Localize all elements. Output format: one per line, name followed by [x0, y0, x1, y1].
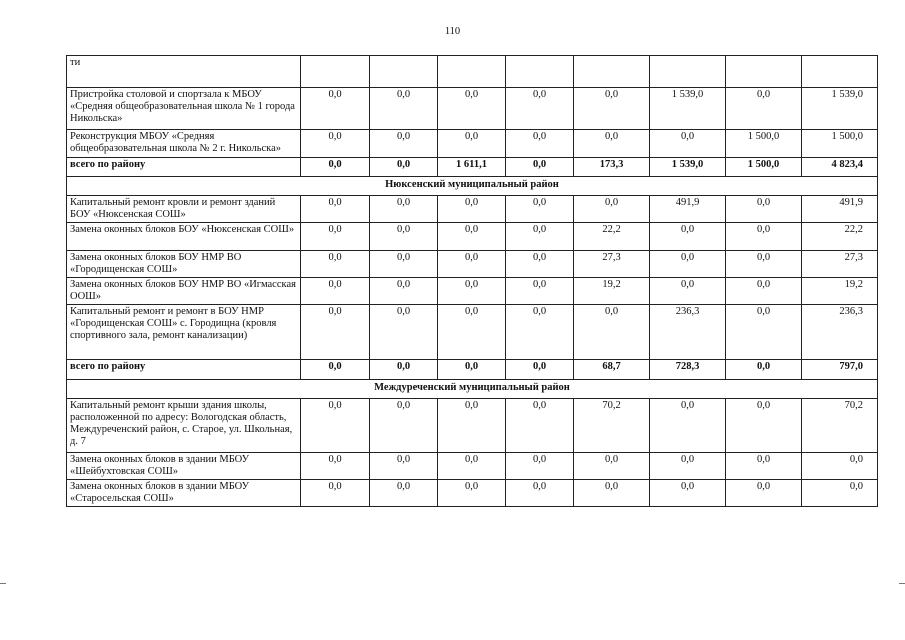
value-cell: 0,0 — [301, 251, 370, 278]
value-cell: 0,0 — [574, 130, 650, 158]
value-cell: 0,0 — [370, 88, 438, 130]
page-edge-mark-right — [899, 583, 905, 584]
page-edge-mark-left — [0, 583, 6, 584]
value-cell: 728,3 — [650, 360, 726, 380]
table-row — [67, 453, 878, 480]
value-cell — [506, 56, 574, 88]
value-cell: 1 539,0 — [802, 88, 878, 130]
table-row — [67, 480, 878, 507]
value-cell: 173,3 — [574, 158, 650, 177]
value-cell: 0,0 — [726, 88, 802, 130]
row-name: Замена оконных блоков БОУ «Нюксенская СОШ» — [67, 223, 301, 251]
table-row — [67, 399, 878, 453]
value-cell: 0,0 — [726, 278, 802, 305]
row-name: Замена оконных блоков БОУ НМР ВО «Городищенская СОШ» — [67, 251, 301, 278]
value-cell: 0,0 — [726, 196, 802, 223]
value-cell: 0,0 — [301, 88, 370, 130]
value-cell: 0,0 — [506, 278, 574, 305]
value-cell: 19,2 — [802, 278, 878, 305]
value-cell: 0,0 — [574, 453, 650, 480]
value-cell: 0,0 — [726, 223, 802, 251]
value-cell: 0,0 — [506, 158, 574, 177]
section-title: Нюксенский муниципальный район — [67, 177, 878, 196]
value-cell — [650, 56, 726, 88]
value-cell: 68,7 — [574, 360, 650, 380]
value-cell: 0,0 — [438, 251, 506, 278]
value-cell: 0,0 — [370, 399, 438, 453]
value-cell: 0,0 — [506, 360, 574, 380]
value-cell: 4 823,4 — [802, 158, 878, 177]
value-cell: 19,2 — [574, 278, 650, 305]
value-cell: 236,3 — [802, 305, 878, 360]
value-cell: 0,0 — [506, 196, 574, 223]
table-row — [67, 223, 878, 251]
value-cell: 1 500,0 — [726, 130, 802, 158]
value-cell: 0,0 — [574, 305, 650, 360]
total-row — [67, 158, 878, 177]
value-cell: 491,9 — [650, 196, 726, 223]
value-cell — [438, 56, 506, 88]
value-cell: 0,0 — [650, 480, 726, 507]
value-cell: 0,0 — [438, 480, 506, 507]
value-cell: 0,0 — [438, 88, 506, 130]
value-cell: 0,0 — [506, 399, 574, 453]
row-name: всего по району — [67, 158, 301, 177]
value-cell: 0,0 — [370, 196, 438, 223]
value-cell: 0,0 — [506, 305, 574, 360]
table-row — [67, 196, 878, 223]
value-cell: 0,0 — [370, 251, 438, 278]
page-number: 110 — [444, 26, 461, 37]
value-cell: 1 539,0 — [650, 158, 726, 177]
value-cell — [574, 56, 650, 88]
budget-table — [66, 55, 878, 507]
value-cell: 0,0 — [650, 251, 726, 278]
value-cell: 236,3 — [650, 305, 726, 360]
value-cell: 0,0 — [370, 480, 438, 507]
value-cell: 0,0 — [301, 196, 370, 223]
value-cell: 0,0 — [370, 453, 438, 480]
value-cell: 0,0 — [301, 278, 370, 305]
value-cell: 0,0 — [506, 130, 574, 158]
table-row — [67, 88, 878, 130]
value-cell: 0,0 — [438, 223, 506, 251]
table-row — [67, 130, 878, 158]
row-name: Реконструкция МБОУ «Средняя общеобразовательная школа № 2 г. Никольска» — [67, 130, 301, 158]
value-cell: 27,3 — [802, 251, 878, 278]
value-cell: 0,0 — [650, 453, 726, 480]
value-cell: 0,0 — [726, 360, 802, 380]
value-cell: 0,0 — [370, 305, 438, 360]
table-body — [67, 56, 878, 507]
value-cell: 1 500,0 — [802, 130, 878, 158]
value-cell: 0,0 — [438, 360, 506, 380]
value-cell: 22,2 — [574, 223, 650, 251]
value-cell: 0,0 — [574, 88, 650, 130]
value-cell: 0,0 — [506, 453, 574, 480]
table-row — [67, 305, 878, 360]
section-row — [67, 177, 878, 196]
value-cell: 0,0 — [438, 130, 506, 158]
value-cell: 70,2 — [802, 399, 878, 453]
row-name: Капитальный ремонт кровли и ремонт зданий БОУ «Нюксенская СОШ» — [67, 196, 301, 223]
value-cell: 1 500,0 — [726, 158, 802, 177]
value-cell: 0,0 — [438, 278, 506, 305]
value-cell: 491,9 — [802, 196, 878, 223]
value-cell: 1 539,0 — [650, 88, 726, 130]
value-cell: 0,0 — [650, 223, 726, 251]
value-cell: 0,0 — [370, 360, 438, 380]
value-cell: 0,0 — [301, 360, 370, 380]
value-cell: 0,0 — [574, 196, 650, 223]
value-cell: 0,0 — [650, 399, 726, 453]
value-cell: 0,0 — [301, 305, 370, 360]
value-cell: 1 611,1 — [438, 158, 506, 177]
value-cell: 0,0 — [506, 223, 574, 251]
value-cell: 0,0 — [370, 130, 438, 158]
value-cell: 0,0 — [301, 480, 370, 507]
value-cell: 0,0 — [506, 251, 574, 278]
value-cell: 0,0 — [650, 278, 726, 305]
section-title: Междуреченский муниципальный район — [67, 380, 878, 399]
row-name: всего по району — [67, 360, 301, 380]
value-cell: 70,2 — [574, 399, 650, 453]
value-cell: 0,0 — [370, 223, 438, 251]
row-name: Замена оконных блоков БОУ НМР ВО «Игмасская ООШ» — [67, 278, 301, 305]
value-cell: 0,0 — [574, 480, 650, 507]
value-cell: 0,0 — [650, 130, 726, 158]
value-cell: 0,0 — [438, 305, 506, 360]
row-name: Капитальный ремонт и ремонт в БОУ НМР «Городищенская СОШ» с. Городищна (кровля спортивного зала, ремонт канализации) — [67, 305, 301, 360]
value-cell: 22,2 — [802, 223, 878, 251]
value-cell: 0,0 — [726, 399, 802, 453]
row-name: Замена оконных блоков в здании МБОУ «Шейбухтовская СОШ» — [67, 453, 301, 480]
value-cell: 0,0 — [726, 305, 802, 360]
value-cell: 0,0 — [726, 453, 802, 480]
total-row — [67, 360, 878, 380]
row-name: Замена оконных блоков в здании МБОУ «Старосельская СОШ» — [67, 480, 301, 507]
value-cell: 0,0 — [438, 399, 506, 453]
value-cell: 0,0 — [301, 453, 370, 480]
value-cell: 0,0 — [726, 480, 802, 507]
value-cell: 0,0 — [301, 130, 370, 158]
table-row — [67, 251, 878, 278]
value-cell: 0,0 — [370, 278, 438, 305]
row-name: ти — [67, 56, 301, 88]
value-cell: 0,0 — [506, 88, 574, 130]
value-cell: 0,0 — [506, 480, 574, 507]
value-cell: 0,0 — [370, 158, 438, 177]
table-row — [67, 278, 878, 305]
value-cell — [802, 56, 878, 88]
row-name: Капитальный ремонт крыши здания школы, расположенной по адресу: Вологодская область, Междуреченский район, с. Старое, ул. Школьная, д. 7 — [67, 399, 301, 453]
value-cell: 0,0 — [802, 480, 878, 507]
value-cell — [370, 56, 438, 88]
value-cell: 0,0 — [726, 251, 802, 278]
value-cell: 0,0 — [301, 399, 370, 453]
row-name: Пристройка столовой и спортзала к МБОУ «Средняя общеобразовательная школа № 1 города Никольска» — [67, 88, 301, 130]
value-cell: 27,3 — [574, 251, 650, 278]
value-cell — [301, 56, 370, 88]
section-row — [67, 380, 878, 399]
table-row — [67, 56, 878, 88]
value-cell: 797,0 — [802, 360, 878, 380]
value-cell: 0,0 — [438, 453, 506, 480]
value-cell: 0,0 — [438, 196, 506, 223]
value-cell — [726, 56, 802, 88]
value-cell: 0,0 — [301, 158, 370, 177]
value-cell: 0,0 — [802, 453, 878, 480]
value-cell: 0,0 — [301, 223, 370, 251]
